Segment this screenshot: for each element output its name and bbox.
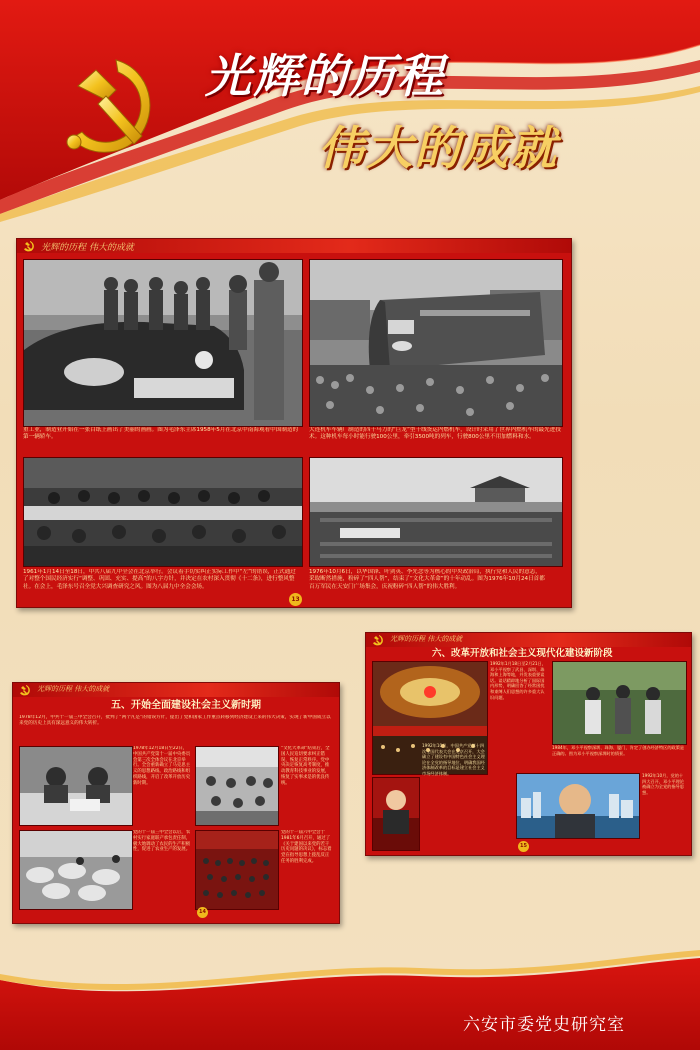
hammer-sickle-icon <box>22 240 36 252</box>
panel-header-text: 光辉的历程 伟大的成就 <box>37 685 110 693</box>
page-number-badge: 15 <box>518 841 529 852</box>
hammer-sickle-icon <box>56 52 166 162</box>
photo-locomotive <box>309 259 563 427</box>
photo-caption: 1992年10月，中国共产党第十四次全国代表大会在北京召开，大会确立了建设有中国特色社会主义理论在全党的指导地位，明确我国经济体制改革的目标是建立社会主义市场经济体制。 <box>422 743 485 776</box>
board-panel-2 <box>12 682 340 924</box>
photo-tiananmen-rally <box>309 457 563 567</box>
main-title-line1: 光辉的历程 <box>205 49 445 103</box>
section-intro: 1978年12月，中共十一届三中全会召开，批判了“两个凡是”的错误方针，提出了党和国家工作重点转移到经济建设上来的伟大决策，实现了新中国成立以来党的历史上具有深远意义的伟大转折。 <box>19 715 331 726</box>
photo-third-plenum <box>19 746 133 826</box>
photo-caption: 党的十一届六中全会于1981年6月召开，通过了《关于建国以来党的若干历史问题的决议》，标志着党在指导思想上拨乱反正任务的胜利完成。 <box>281 830 332 864</box>
photo-sixth-plenum <box>195 830 279 910</box>
photo-caption: 1961年1月14日至18日，中共八届九中全会在北京举行。会议着手切实纠正实际工作中“左”的错误，正式通过了对整个国民经济实行“调整、巩固、充实、提高”的八字方针，并决定在农村深入贯彻《十二条》，进行整风整社。在会上，毛泽东号召全党大兴调查研究之风。图为八届九中全会会场。 <box>23 569 296 590</box>
photo-caption: 1992年10月，党的十四大召开，邓小平理论被确立为全党的指导思想。 <box>642 773 684 795</box>
photo-caption: 重工业，制造业开始在一张白纸上画出了美丽的画画。图为毛泽东主席1958年5月在北京中南海观看中国制造的第一辆轿车。 <box>23 427 299 441</box>
photo-caption: 大连机车车辆厂制造的四千马力的“巨龙”型干线货运内燃机车，设计时采用了世界内燃机车的最先进技术。这种机车每小时能行驶100公里，牵引3500吨的列车，行驶800公里不用加燃料和水。 <box>309 427 561 441</box>
photo-caption: 1976年10月6日，以华国锋、叶剑英、李先念等为核心的中央政治局，执行党和人民的意志，采取断然措施，粉碎了“四人帮”，结束了“文化大革命”的十年动乱。图为1976年10月24日首都百万军民在天安门广场集会，庆祝粉碎“四人帮”的伟大胜利。 <box>309 569 545 590</box>
photo-delegates <box>372 777 420 851</box>
photo-classroom <box>195 746 279 826</box>
panel-header-text: 光辉的历程 伟大的成就 <box>390 635 463 643</box>
bottom-banner <box>0 950 700 1050</box>
photo-deng-portrait-skyline <box>516 773 640 839</box>
photo-caption: 1978年12月18日至22日，中国共产党第十一届中央委员会第三次全体会议在北京举行。全会重新确立了马克思主义的思想路线、政治路线和组织路线，开启了改革开放历史新时期。 <box>133 746 191 786</box>
panel-header <box>17 239 571 253</box>
panel-header-text: 光辉的历程 伟大的成就 <box>41 243 134 253</box>
page-number-badge: 13 <box>289 593 302 606</box>
section-title: 六、改革开放和社会主义现代化建设新阶段 <box>432 648 613 659</box>
main-title-line2: 伟大的成就 <box>318 121 558 175</box>
photo-caption: 党的十一届三中全会以后，农村实行家庭联产承包责任制，极大地调动了农民的生产积极性，促进了农业生产的发展。 <box>133 830 191 853</box>
page-number-badge: 14 <box>197 907 208 918</box>
photo-car-inspection <box>23 259 303 427</box>
photo-plenary-session <box>23 457 303 567</box>
board-panel-1 <box>16 238 572 608</box>
panel-header <box>13 683 339 697</box>
hammer-sickle-icon <box>18 684 32 696</box>
photo-caption: 1984年，邓小平视察深圳、珠海、厦门，肯定了创办经济特区的政策是正确的。图为邓小平视察深圳时的情景。 <box>552 745 685 756</box>
photo-caption: 1992年1月18日至2月21日，邓小平视察了武昌、深圳、珠海和上海等地，并发表重要谈话。谈话精辟地分析了国际国内形势，明确回答了经常困扰和束缚人们思想的许多重大认识问题。 <box>490 661 546 700</box>
footer-organization: 六安市委党史研究室 <box>463 1015 625 1035</box>
hammer-sickle-icon <box>371 634 385 646</box>
photo-deng-inspection <box>552 661 687 745</box>
photo-caption: “文化大革命”结束后，全国人民迫切要求纠正错误，恢复正常秩序。党中央决定恢复高考制度，推动教育科技事业的发展，恢复了实事求是的优良传统。 <box>281 746 330 786</box>
board-panel-3 <box>365 632 692 856</box>
photo-harvest <box>19 830 133 910</box>
section-title: 五、开始全面建设社会主义新时期 <box>111 700 261 711</box>
